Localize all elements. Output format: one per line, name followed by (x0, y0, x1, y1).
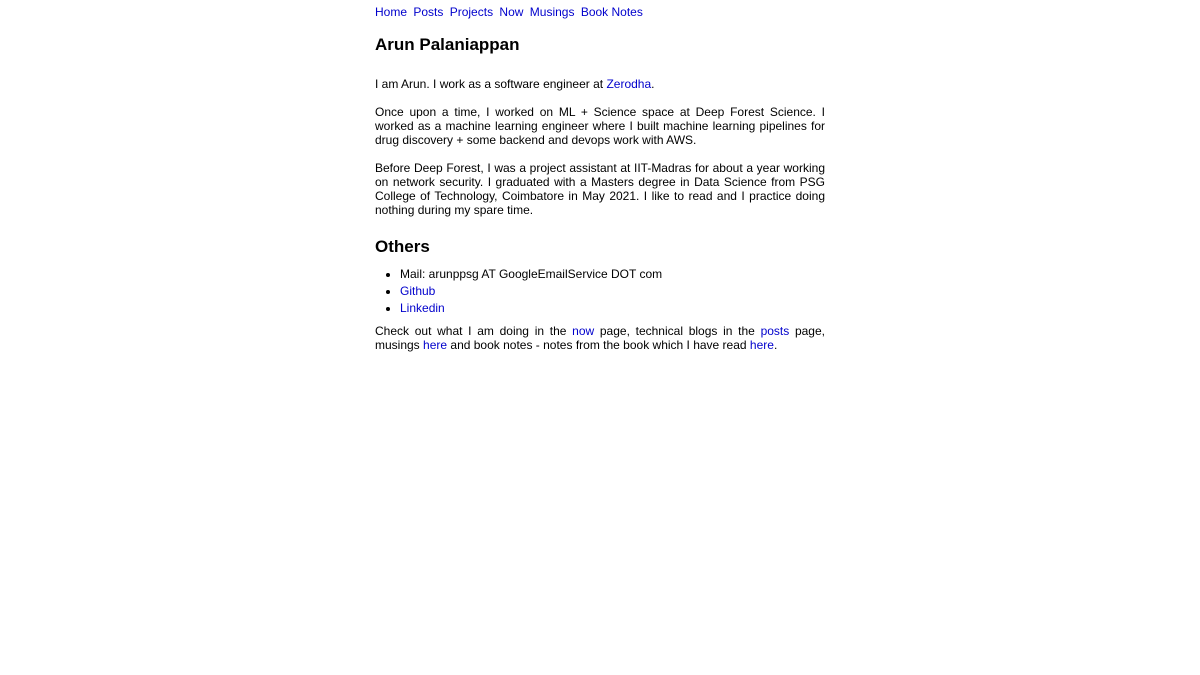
footer-text-3: page, musings (375, 324, 825, 352)
zerodha-link[interactable]: Zerodha (606, 77, 652, 91)
book-notes-here-link[interactable]: here (749, 338, 774, 352)
others-list (375, 266, 825, 317)
footer-text-5: . (773, 338, 778, 352)
nav-book-notes-link[interactable]: Book Notes (580, 5, 643, 19)
nav-now-link[interactable]: Now (499, 5, 524, 19)
deep-forest-paragraph: Once upon a time, I worked on ML + Science space at Deep Forest Science. I worked as a machine learning engineer where I built machine learning pipelines for drug discovery + some backend and devops work with AWS. (375, 105, 825, 147)
github-item (400, 283, 825, 300)
now-page-link[interactable]: now (572, 324, 595, 338)
nav-projects-link[interactable]: Projects (449, 5, 494, 19)
mail-item (400, 266, 825, 283)
footer-text-1: Check out what I am doing in the (375, 324, 573, 338)
intro-text: I am Arun. I work as a software engineer at (375, 77, 607, 91)
footer-text-4: and book notes - notes from the book which I have read (447, 338, 750, 352)
page-content (375, 0, 825, 352)
linkedin-link[interactable]: Linkedin (400, 301, 445, 315)
top-nav (375, 5, 825, 19)
education-paragraph: Before Deep Forest, I was a project assistant at IIT-Madras for about a year working on network security. I graduated with a Masters degree in Data Science from PSG College of Technology, Coimbatore in May 2021. I like to read and I practice doing nothing during my spare time. (375, 161, 825, 217)
intro-paragraph (375, 77, 825, 91)
nav-musings-link[interactable]: Musings (529, 5, 575, 19)
others-heading: Others (375, 237, 430, 256)
page-title: Arun Palaniappan (375, 35, 520, 54)
mail-text: Mail: arunppsg AT GoogleEmailService DOT com (400, 267, 663, 281)
footer-text-2: page, technical blogs in the (594, 324, 761, 338)
nav-posts-link[interactable]: Posts (413, 5, 444, 19)
github-link[interactable]: Github (400, 284, 436, 298)
footer-paragraph (375, 324, 825, 352)
intro-text-end: . (651, 77, 655, 91)
linkedin-item (400, 300, 825, 317)
posts-page-link[interactable]: posts (760, 324, 790, 338)
musings-here-link[interactable]: here (423, 338, 448, 352)
nav-home-link[interactable]: Home (375, 5, 408, 19)
